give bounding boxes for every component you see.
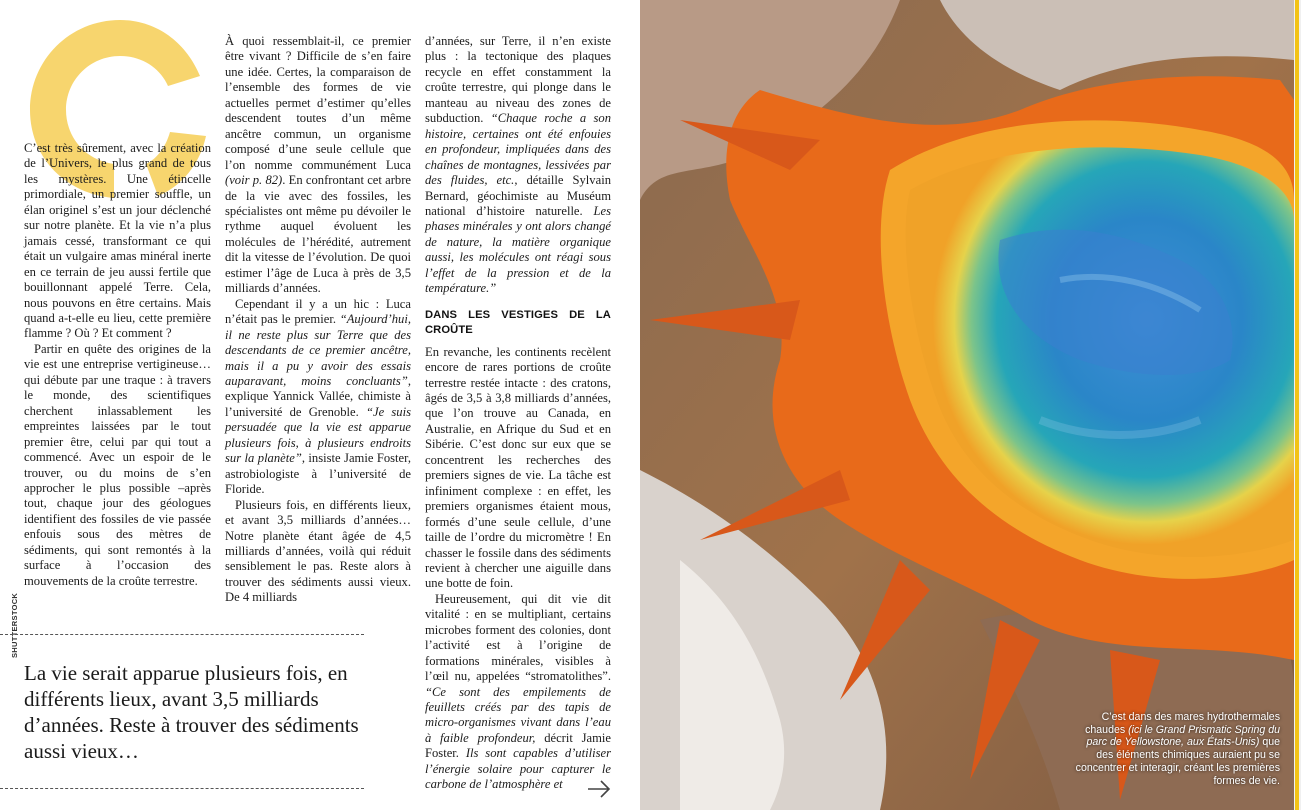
text-run: , insiste Jamie Foster, astrobiologiste à l’université de Floride. bbox=[225, 451, 411, 497]
paragraph: En revanche, les continents recèlent encore de rares portions de croûte terrestre restée intacte : des cratons, âgés de 3,5 à 3,8 milliards d’années, que l’on trouve au Canada, en Australie, en Afrique du Sud et en Sibérie. C’est donc sur eux que se concentrent les recherches des premiers signes de vie. La tâche est infiniment complexe : en effet, les premiers organismes étaient mous, formés d’une seule cellule, d’une taille de l’ordre du micromètre ! En chasser le fossile dans des sédiments revient à chercher une aiguille dans une botte de foin. bbox=[425, 344, 611, 591]
section-subhead: DANS LES VESTIGES DE LA CROÛTE bbox=[425, 308, 611, 337]
divider bbox=[0, 788, 364, 789]
column-1 bbox=[24, 141, 211, 589]
text-run: , explique Yannick Vallée, chimiste à l’université de Grenoble. bbox=[225, 373, 411, 419]
hot-spring-photo bbox=[640, 0, 1294, 810]
photo-credit bbox=[10, 588, 22, 658]
quote: “Je suis persuadée que la vie est apparue plusieurs fois, à plusieurs endroits sur la planète” bbox=[225, 404, 411, 466]
paragraph bbox=[225, 297, 411, 498]
paragraph bbox=[225, 34, 411, 297]
page-reference: (voir p. 82) bbox=[225, 173, 283, 188]
caption-location: (ici le Grand Prismatic Spring du parc de Yellowstone, aux États-Unis) bbox=[1086, 723, 1280, 749]
text-run: À quoi ressemblait-il, ce premier être vivant ? Difficile de s’en faire une idée. Certes, la comparaison de l’ensemble des formes de vie actuelles permet d’estimer qu’elles descendent toutes d’un même ancêtre commun, un organisme composé d’une seule cellule que l’on nomme communément Luca bbox=[225, 34, 411, 172]
accent-edge bbox=[1295, 0, 1299, 810]
paragraph: Partir en quête des origines de la vie est une entreprise vertigineuse… qui débute par une traque : à travers le monde, des scientifiques cherchent inlassablement les empreintes laissées par le tout premier être, celui par qui tout a commencé. Avec un espoir de le trouver, ou du moins de s’en approcher le plus possible –après tout, chaque jour des géologues identifient des fossiles de vie passée enfouis sous des mètres de sédiments, qui sont remontés à la surface à l’occasion des mouvements de la croûte terrestre. bbox=[24, 341, 211, 588]
divider bbox=[0, 634, 364, 635]
caption-text: C’est dans des mares hydrothermales chaudes bbox=[1085, 711, 1280, 736]
quote: Ils sont capables d’utiliser l’énergie solaire pour capturer le carbone de l’atmosphère et bbox=[425, 746, 611, 792]
quote: “Ce sont des empilements de feuillets créés par des tapis de micro-organismes vivant dans l’eau à faible profondeur, bbox=[425, 684, 611, 745]
paragraph bbox=[425, 592, 611, 793]
caption-text: que des éléments chimiques auraient pu se concentrer et interagir, créant les premières formes de vie. bbox=[1075, 736, 1280, 787]
text-run: d’années, sur Terre, il n’en existe plus : la tectonique des plaques recycle en effet constamment la croûte terrestre, qui plonge dans le manteau au niveau des zones de subduction. bbox=[425, 34, 611, 126]
text-run: Cependant il y a un hic : Luca n’était pas le premier. bbox=[225, 296, 411, 327]
text-run: , détaille Sylvain Bernard, géochimiste au Muséum national d’histoire naturelle. bbox=[425, 173, 611, 218]
text-run: . En confrontant cet arbre de la vie avec des fossiles, les spécialistes ont même pu dévoiler le rythme auquel évoluent les molécules de l’hérédité, autrement dit la vitesse de l’évolution. De quoi estimer l’âge de Luca à près de 3,5 milliards d’années. bbox=[225, 173, 411, 296]
quote: Les phases minérales y ont alors changé de nature, la matière organique aussi, les molécules ont réagi sous l’effet de la pression et de la température.” bbox=[425, 203, 611, 296]
paragraph: Plusieurs fois, en différents lieux, et avant 3,5 milliards d’années… Notre planète étant âgée de 4,5 milliards d’années, voilà qui réduit sensiblement le pas. Reste alors à trouver des sédiments aussi vieux. De 4 milliards bbox=[225, 497, 411, 605]
photo-caption bbox=[1070, 711, 1280, 787]
grand-prismatic-spring-image bbox=[640, 0, 1294, 810]
text-run: Heureusement, qui dit vie dit vitalité : en se multipliant, certains microbes forment des colonies, dont l’activité est à l’origine de formations minérales, visibles à l’œil nu, appelées “stromatolithes”. bbox=[425, 591, 611, 684]
paragraph bbox=[425, 34, 611, 297]
column-2 bbox=[225, 34, 411, 606]
quote: “Aujourd’hui, il ne reste plus sur Terre que des descendants de ce premier ancêtre, mais il a pu y avoir des essais auparavant, moins concluants” bbox=[225, 312, 411, 388]
text-run: décrit Jamie Foster. bbox=[425, 730, 612, 761]
pull-quote: La vie serait apparue plusieurs fois, en différents lieux, avant 3,5 milliards d’années. Reste à trouver des sédiments aussi vieux… bbox=[24, 661, 359, 763]
quote: “Chaque roche a son histoire, certaines ont été enfouies en profondeur, impliquées dans des chaînes de montagnes, lessivées par des fluides, etc. bbox=[425, 111, 612, 188]
article-page bbox=[0, 0, 640, 810]
photo-credit-text: SHUTTERSTOCK bbox=[10, 592, 19, 658]
continue-arrow-icon bbox=[586, 778, 612, 800]
intro-paragraph: C’est très sûrement, avec la création de l’Univers, le plus grand de tous les mystères. Une étincelle primordiale, un premier souffle, un élan originel s’est un jour déclenché sur notre planète. Et la vie n’a plus jamais cessé, transformant ce qui était un vulgaire amas minéral inerte en ce terrain de jeu aussi fertile que bouillonnant appelé Terre. Cela, nous pouvons en être certains. Mais quand a-t-elle eu lieu, cette première flamme ? Où ? Et comment ? bbox=[24, 141, 211, 341]
column-3 bbox=[425, 34, 611, 793]
